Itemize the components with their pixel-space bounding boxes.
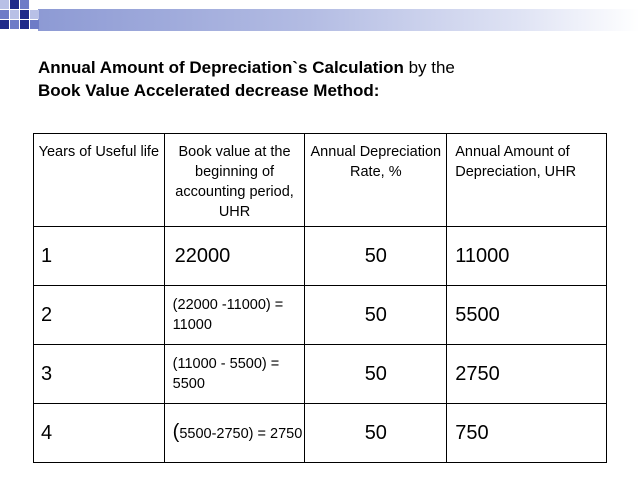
table-row [34, 404, 607, 463]
cell-book-value [164, 404, 305, 463]
cell-year: 2 [34, 286, 165, 345]
cell-rate: 50 [305, 404, 447, 463]
decorative-header [0, 0, 640, 40]
cell-year: 1 [34, 227, 165, 286]
header-book-value: Book value at the beginning of accounting period, UHR [164, 134, 305, 227]
decor-square [20, 20, 29, 29]
decor-square [20, 0, 29, 9]
decor-square [0, 0, 9, 9]
title-line2: Book Value Accelerated decrease Method: [38, 81, 380, 100]
decor-square [10, 0, 19, 9]
cell-amount: 11000 [447, 227, 607, 286]
cell-book-value: 22000 [164, 227, 305, 286]
decor-square [30, 20, 39, 29]
cell-book-value: (11000 - 5500) = 5500 [164, 345, 305, 404]
header-rate: Annual Depreciation Rate, % [305, 134, 447, 227]
table-header-row [34, 134, 607, 227]
decor-square [20, 10, 29, 19]
depreciation-table [33, 133, 607, 463]
title-bold-part: Annual Amount of Depreciation`s Calculation [38, 58, 404, 77]
cell-rate: 50 [305, 345, 447, 404]
header-years: Years of Useful life [34, 134, 165, 227]
table-row [34, 227, 607, 286]
decor-square [0, 20, 9, 29]
decor-square [10, 10, 19, 19]
cell-amount: 2750 [447, 345, 607, 404]
cell-rate: 50 [305, 227, 447, 286]
title-plain-part: by the [403, 58, 455, 77]
cell-rate: 50 [305, 286, 447, 345]
cell-year: 3 [34, 345, 165, 404]
decor-square [10, 20, 19, 29]
cell-book-value: (22000 -11000) = 11000 [164, 286, 305, 345]
open-paren: ( [172, 421, 180, 443]
cell-amount: 750 [447, 404, 607, 463]
header-amount: Annual Amount of Depreciation, UHR [447, 134, 607, 227]
header-gradient-band [38, 9, 640, 31]
cell-year: 4 [34, 404, 165, 463]
cell-book-value-text: 5500-2750) = 2750 [179, 426, 303, 442]
table-row [34, 345, 607, 404]
decor-square [30, 10, 39, 19]
slide-title [38, 56, 618, 102]
cell-amount: 5500 [447, 286, 607, 345]
table-row [34, 286, 607, 345]
decor-square [0, 10, 9, 19]
